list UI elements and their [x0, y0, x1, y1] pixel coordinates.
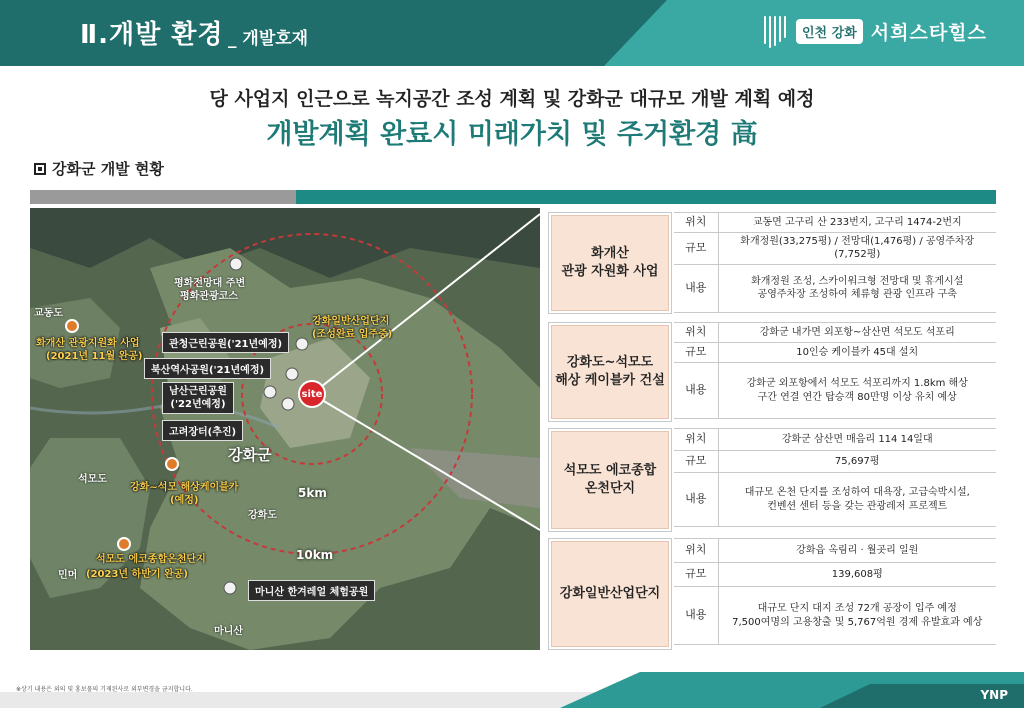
- label-namsan: 남산근린공원 ('22년예정): [162, 382, 234, 414]
- brand-name: 서희스타힐스: [870, 21, 987, 44]
- label-ecohot-date: (2023년 하반기 완공): [86, 569, 188, 580]
- table-row: [674, 563, 996, 587]
- project-name: 강화일반산업단지: [551, 541, 669, 647]
- row-value: 교동면 고구리 산 233번지, 고구리 1474-2번지: [718, 213, 996, 233]
- table-row: [674, 429, 996, 451]
- label-goryeo: 고려장터(추진): [162, 420, 243, 441]
- row-value: 대규모 단지 대지 조성 72개 공장이 입주 예정 7,500여명의 고용창출 및 5,767억원 경제 유발효과 예상: [718, 587, 996, 645]
- table-row: [674, 473, 996, 527]
- headline-line2: 개발계획 완료시 미래가치 및 주거환경 高: [266, 119, 758, 150]
- section-divider: [30, 190, 996, 204]
- project-block: [548, 538, 996, 650]
- row-value: 강화읍 옥림리 · 월곳리 일원: [718, 539, 996, 563]
- project-block: [548, 428, 996, 532]
- project-detail-table: [674, 212, 996, 313]
- label-hwagaesan: 화개산 관광지원화 사업: [36, 338, 140, 349]
- label-cablecar: 강화~석모 해상케이블카: [130, 482, 239, 493]
- label-industrial-2: (조성완료 입주중): [312, 329, 393, 340]
- site-marker: site: [298, 380, 326, 408]
- footnote: ※상기 내용은 외의 및 홍보물의 기재된사로 외부변경을 금지합니다.: [16, 686, 193, 693]
- row-value: 139,608평: [718, 563, 996, 587]
- row-value: 강화군 내가면 외포항~삼산면 석모도 석포리: [718, 323, 996, 343]
- row-key: 위치: [674, 429, 718, 451]
- page-subtitle: _ 개발호재: [228, 29, 309, 49]
- development-map: [30, 208, 540, 650]
- row-key: 내용: [674, 363, 718, 419]
- row-key: 규모: [674, 343, 718, 363]
- row-value: 10인승 케이블카 45대 설치: [718, 343, 996, 363]
- label-seokmodo: 석모도: [78, 474, 107, 485]
- label-10km: 10km: [296, 548, 334, 562]
- label-industrial-1: 강화일반산업단지: [312, 316, 390, 327]
- row-value: 강화군 외포항에서 석모도 석포리까지 1.8km 해상 구간 연결 연간 탑승객 80만명 이상 유치 예상: [718, 363, 996, 419]
- project-detail-table: [674, 428, 996, 527]
- label-pyeonghwa-2: 평화관광코스: [180, 291, 238, 302]
- project-block: [548, 322, 996, 422]
- label-ganghwado: 강화도: [248, 510, 277, 521]
- row-value: 강화군 삼산면 매음리 114 14일대: [718, 429, 996, 451]
- label-gyodongdo: 교동도: [34, 308, 63, 319]
- label-5km: 5km: [298, 486, 327, 500]
- row-key: 위치: [674, 213, 718, 233]
- row-value: 화개정원 조성, 스카이워크형 전망대 및 휴게시설 공영주차장 조성하여 체류형 관광 인프라 구축: [718, 264, 996, 312]
- row-key: 내용: [674, 587, 718, 645]
- table-row: [674, 451, 996, 473]
- project-name: 강화도~석모도 해상 케이블카 건설: [551, 325, 669, 419]
- label-hwagaesan-date: (2021년 11월 완공): [46, 351, 143, 362]
- brand-logo: [762, 14, 987, 48]
- brand-badge: 인천 강화: [796, 19, 863, 44]
- row-key: 위치: [674, 539, 718, 563]
- label-manisan: 마니산: [214, 626, 243, 637]
- project-block: [548, 212, 996, 314]
- label-cablecar-date: (예정): [170, 495, 199, 506]
- project-detail-table: [674, 538, 996, 645]
- row-key: 위치: [674, 323, 718, 343]
- headline-line1: 당 사업지 인근으로 녹지공간 조성 계획 및 강화군 대규모 개발 계획 예정: [209, 88, 815, 110]
- row-key: 내용: [674, 264, 718, 312]
- table-row: [674, 539, 996, 563]
- label-minmeo: 민머: [58, 570, 78, 581]
- project-detail-table: [674, 322, 996, 419]
- footer-logo: YNP: [980, 688, 1008, 702]
- label-hangyeore: 마니산 한겨레얼 체험공원: [248, 580, 375, 601]
- table-row: [674, 264, 996, 312]
- label-buksan: 북산역사공원('21년예정): [144, 358, 271, 379]
- row-value: 대규모 온천 단지를 조성하여 대욕장, 고급숙박시설, 컨벤션 센터 등을 갖는 관광레저 프로젝트: [718, 473, 996, 527]
- row-key: 규모: [674, 451, 718, 473]
- label-ganghwagun: 강화군: [228, 446, 272, 464]
- square-bullet-icon: [34, 163, 46, 175]
- table-row: [674, 363, 996, 419]
- project-name: 석모도 에코종합 온천단지: [551, 431, 669, 529]
- page-header: [0, 0, 1024, 78]
- section-heading: [34, 158, 164, 179]
- table-row: [674, 232, 996, 264]
- row-value: 75,697평: [718, 451, 996, 473]
- brand-mark-icon: [762, 14, 788, 48]
- row-value: 화개정원(33,275평) / 전망대(1,476평) / 공영주차장 (7,752평): [718, 232, 996, 264]
- table-row: [674, 213, 996, 233]
- row-key: 규모: [674, 232, 718, 264]
- label-pyeonghwa-1: 평화전망대 주변: [174, 278, 246, 289]
- project-name: 화개산 관광 자원화 사업: [551, 215, 669, 311]
- label-gwancheong: 관청근린공원('21년예정): [162, 332, 289, 353]
- table-row: [674, 587, 996, 645]
- page-title: Ⅱ.개발 환경: [80, 20, 224, 50]
- table-row: [674, 323, 996, 343]
- table-row: [674, 343, 996, 363]
- row-key: 내용: [674, 473, 718, 527]
- row-key: 규모: [674, 563, 718, 587]
- section-title: 강화군 개발 현황: [52, 160, 164, 178]
- label-ecohot: 석모도 에코종합온천단지: [96, 554, 206, 565]
